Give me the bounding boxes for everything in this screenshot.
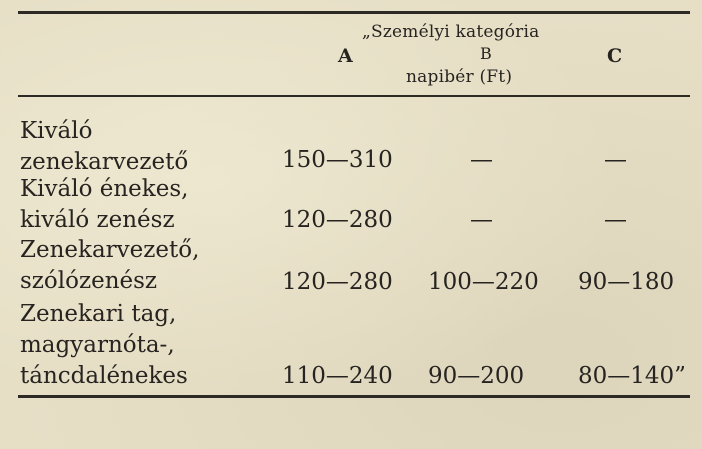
header-col-a: A [338,45,353,67]
category-label [20,235,199,297]
category-line: Zenekarvezető, [20,237,200,263]
wage-b: — [470,147,493,173]
category-line: Kiváló énekes, [20,176,189,202]
header-rule [18,95,690,97]
wage-c: 80—140” [578,363,686,389]
top-rule [18,11,690,14]
wage-c: — [604,147,627,173]
category-line: Kiváló [20,118,93,144]
category-label [20,174,188,236]
bottom-rule [18,395,690,398]
wage-c: 90—180 [578,269,675,295]
wage-b: 90—200 [428,363,525,389]
category-line: Zenekari tag, [20,301,177,327]
category-label [20,116,188,178]
header-subtitle: napibér (Ft) [406,67,513,87]
header-title: „Személyi kategória [362,22,540,42]
wage-a: 120—280 [282,269,393,295]
header-col-b: B [480,44,492,63]
category-line: magyarnóta-, [20,332,175,358]
category-label [20,299,188,392]
wage-a: 120—280 [282,207,393,233]
category-line: kiváló zenész [20,207,175,233]
wage-b: 100—220 [428,269,539,295]
category-line: szólózenész [20,268,158,294]
category-line: zenekarvezető [20,149,189,175]
wage-b: — [470,207,493,233]
wage-a: 150—310 [282,147,393,173]
wage-a: 110—240 [282,363,393,389]
wage-c: — [604,207,627,233]
header-col-c: C [607,45,623,67]
category-line: táncdalénekes [20,363,188,389]
